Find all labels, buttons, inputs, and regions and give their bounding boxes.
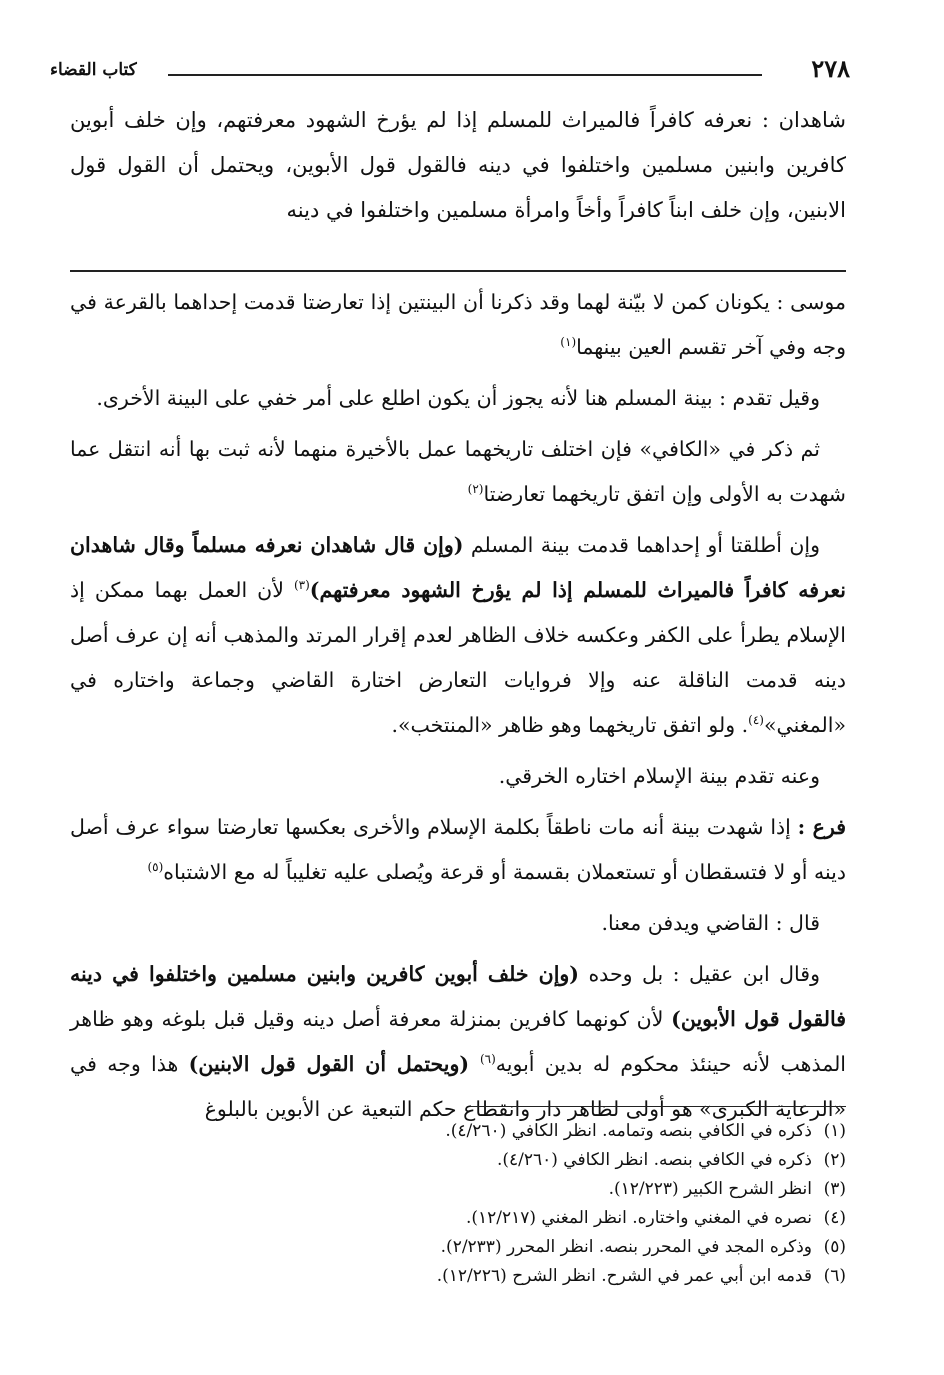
footnote-text: ذكره في الكافي بنصه وتمامه. انظر الكافي (٤/٢٦٠). <box>445 1121 812 1141</box>
matn-box-rule <box>70 270 846 272</box>
footnotes <box>70 1117 846 1291</box>
footnote-ref-4[interactable]: (٤) <box>748 713 764 728</box>
footnote-ref-1[interactable]: (١) <box>560 335 577 350</box>
paragraph-8-matn-1: (وإن خلف أبوين كافرين وابنين مسلمين واختلفوا في دينه فالقول قول الأبوين) <box>70 962 847 1031</box>
footnote-item <box>70 1262 846 1291</box>
paragraph-1 <box>70 280 846 370</box>
paragraph-4-text-b: لأن العمل بهما ممكن إذ الإسلام يطرأ على الكفر وعكسه خلاف الظاهر لعدم إقرار المرتد والمذهب أنه إن عرف أصل دينه قدمت الناقلة عنه وإلا فروايات التعارض اختارة القاضي وجماعة واختاره في «المغني» <box>70 578 846 737</box>
footnote-item <box>70 1146 846 1175</box>
paragraph-2: وقيل تقدم : بينة المسلم هنا لأنه يجوز أن يكون اطلع على أمر خفي على البينة الأخرى. <box>96 386 820 410</box>
footnote-rule <box>470 1106 846 1107</box>
footnote-text: وذكره المجد في المحرر بنصه. انظر المحرر (٢/٢٣٣). <box>440 1237 812 1257</box>
commentary-body <box>70 280 846 1138</box>
paragraph-7: قال : القاضي ويدفن معنا. <box>601 911 820 935</box>
matn-box-text: شاهدان : نعرفه كافراً فالميراث للمسلم إذا لم يؤرخ الشهود معرفتهم، وإن خلف أبوين كافرين وابنين مسلمين واختلفوا في دينه فالقول قول الأبوين، ويحتمل أن القول قول الابنين، وإن خلف ابناً كافراً وأخاً وامرأة مسلمين واختلفوا في دينه <box>70 108 846 222</box>
footnote-number: (٣) <box>823 1179 846 1199</box>
paragraph-4 <box>70 523 846 748</box>
footnote-ref-5[interactable]: (٥) <box>147 860 164 875</box>
paragraph-8-text-b: لأن كونهما كافرين بمنزلة معرفة أصل دينه وقيل قبل بلوغه وهو ظاهر المذهب لأنه حينئذ محكوم له بدين أبويه <box>70 1007 847 1076</box>
footnote-ref-3[interactable]: (٣) <box>293 578 310 593</box>
footnote-number: (٥) <box>823 1237 846 1257</box>
footnote-ref-6[interactable]: (٦) <box>479 1052 496 1067</box>
footnote-number: (١) <box>823 1121 846 1141</box>
footnote-number: (٦) <box>823 1266 846 1286</box>
paragraph-4-matn: (وإن قال شاهدان نعرفه مسلماً وقال شاهدان نعرفه كافراً فالميراث للمسلم إذا لم يؤرخ الشهود معرفتهم) <box>70 533 846 602</box>
paragraph-1-text: موسى : يكونان كمن لا بيّنة لهما وقد ذكرنا أن البينتين إذا تعارضتا قدمت إحداهما بالقرعة في وجه وفي آخر تقسم العين بينهما <box>70 290 846 359</box>
footnote-number: (٢) <box>823 1150 846 1170</box>
footnote-text: نصره في المغني واختاره. انظر المغني (١٢/٢١٧). <box>465 1208 812 1228</box>
page-header <box>50 54 850 88</box>
footnote-ref-2[interactable]: (٢) <box>467 482 484 497</box>
footnote-item <box>70 1233 846 1262</box>
paragraph-6-label: فرع : <box>797 815 846 839</box>
footnote-number: (٤) <box>823 1208 846 1228</box>
footnote-item <box>70 1175 846 1204</box>
paragraph-8-text-c: هذا وجه في «الرعاية الكبرى» هو أولى لظاهر دار وانقطاع حكم التبعية عن الأبوين بالبلوغ <box>70 1052 846 1121</box>
header-rule <box>168 74 762 76</box>
page-number: ٢٧٨ <box>811 54 850 83</box>
paragraph-3 <box>70 427 846 517</box>
footnote-text: قدمه ابن أبي عمر في الشرح. انظر الشرح (١٢/٢٢٦). <box>436 1266 812 1286</box>
paragraph-5: وعنه تقدم بينة الإسلام اختاره الخرقي. <box>498 764 820 788</box>
book-title: كتاب القضاء <box>50 60 137 80</box>
footnote-item <box>70 1204 846 1233</box>
paragraph-6-text: إذا شهدت بينة أنه مات ناطقاً بكلمة الإسلام والأخرى بعكسها تعارضتا سواء عرف أصل دينه أو لا فتسقطان أو تستعملان بقسمة أو قرعة ويُصلى عليه تغليباً له مع الاشتباه <box>70 815 846 884</box>
footnote-text: ذكره في الكافي بنصه. انظر الكافي (٤/٢٦٠). <box>496 1150 812 1170</box>
paragraph-3-text: ثم ذكر في «الكافي» فإن اختلف تاريخهما عمل بالأخيرة منهما لأنه ثبت بها أنه انتقل عما شهدت به الأولى وإن اتفق تاريخهما تعارضتا <box>70 437 846 506</box>
paragraph-8 <box>70 952 846 1132</box>
paragraph-6 <box>70 805 846 895</box>
footnote-item <box>70 1117 846 1146</box>
paragraph-4-text-c: . ولو اتفق تاريخهما وهو ظاهر «المنتخب». <box>391 713 749 737</box>
paragraph-8-text-a: وقال ابن عقيل : بل وحده <box>579 962 820 986</box>
paragraph-8-matn-2: (ويحتمل أن القول قول الابنين) <box>188 1052 480 1076</box>
paragraph-4-text-a: وإن أطلقتا أو إحداهما قدمت بينة المسلم <box>463 533 820 557</box>
footnote-text: انظر الشرح الكبير (١٢/٢٢٣). <box>608 1179 812 1199</box>
